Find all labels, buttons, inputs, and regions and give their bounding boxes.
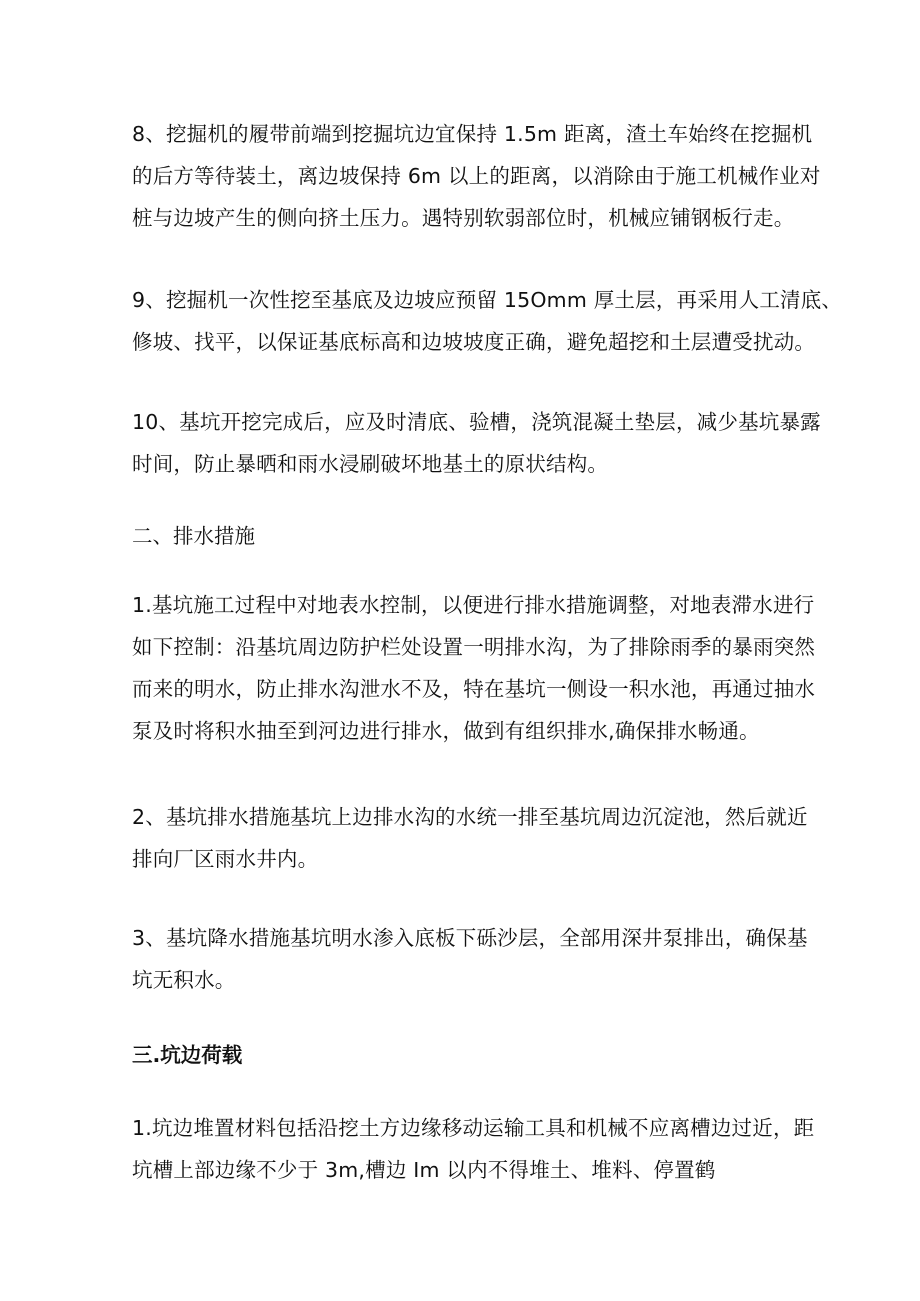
- text-line: 桩与边坡产生的侧向挤土压力。遇特别软弱部位时，机械应铺钢板行走。: [132, 206, 795, 230]
- paragraph-item-8: [132, 113, 821, 239]
- paragraph-drainage-2: [132, 796, 808, 880]
- text-line: 坑无积水。: [132, 968, 236, 992]
- section-heading-load: 三.坑边荷载: [132, 1043, 243, 1067]
- text-line: 如下控制：沿基坑周边防护栏处设置一明排水沟，为了排除雨季的暴雨突然: [132, 635, 816, 659]
- paragraph-item-9: [132, 279, 843, 363]
- text-line: 1.坑边堆置材料包括沿挖土方边缘移动运输工具和机械不应离槽边过近，距: [132, 1116, 815, 1140]
- section-heading-drainage: 二、排水措施: [132, 524, 255, 548]
- text-line: 3、基坑降水措施基坑明水渗入底板下砾沙层，全部用深井泵排出，确保基: [132, 926, 808, 950]
- paragraph-item-10: [132, 401, 821, 485]
- paragraph-load-1: [132, 1107, 815, 1191]
- text-line: 10、基坑开挖完成后，应及时清底、验槽，浇筑混凝土垫层，减少基坑暴露: [132, 410, 821, 434]
- text-line: 8、挖掘机的履带前端到挖掘坑边宜保持 1.5m 距离，渣土车始终在挖掘机: [132, 122, 813, 146]
- text-line: 9、挖掘机一次性挖至基底及边坡应预留 15Omm 厚土层，再采用人工清底、: [132, 288, 843, 312]
- text-line: 1.基坑施工过程中对地表水控制，以便进行排水措施调整，对地表滞水进行: [132, 593, 815, 617]
- text-line: 修坡、找平，以保证基底标高和边坡坡度正确，避免超挖和土层遭受扰动。: [132, 330, 816, 354]
- text-line: 泵及时将积水抽至到河边进行排水，做到有组织排水,确保排水畅通。: [132, 719, 760, 743]
- text-line: 坑槽上部边缘不少于 3m,槽边 Im 以内不得堆土、堆料、停置鹤: [132, 1158, 716, 1182]
- text-line: 而来的明水，防止排水沟泄水不及，特在基坑一侧设一积水池，再通过抽水: [132, 677, 816, 701]
- paragraph-drainage-3: [132, 917, 808, 1001]
- text-line: 时间，防止暴晒和雨水浸刷破坏地基土的原状结构。: [132, 452, 609, 476]
- text-line: 排向厂区雨水井内。: [132, 847, 319, 871]
- text-line: 2、基坑排水措施基坑上边排水沟的水统一排至基坑周边沉淀池，然后就近: [132, 805, 808, 829]
- text-line: 的后方等待装土，离边坡保持 6m 以上的距离，以消除由于施工机械作业对: [132, 164, 821, 188]
- paragraph-drainage-1: [132, 584, 816, 752]
